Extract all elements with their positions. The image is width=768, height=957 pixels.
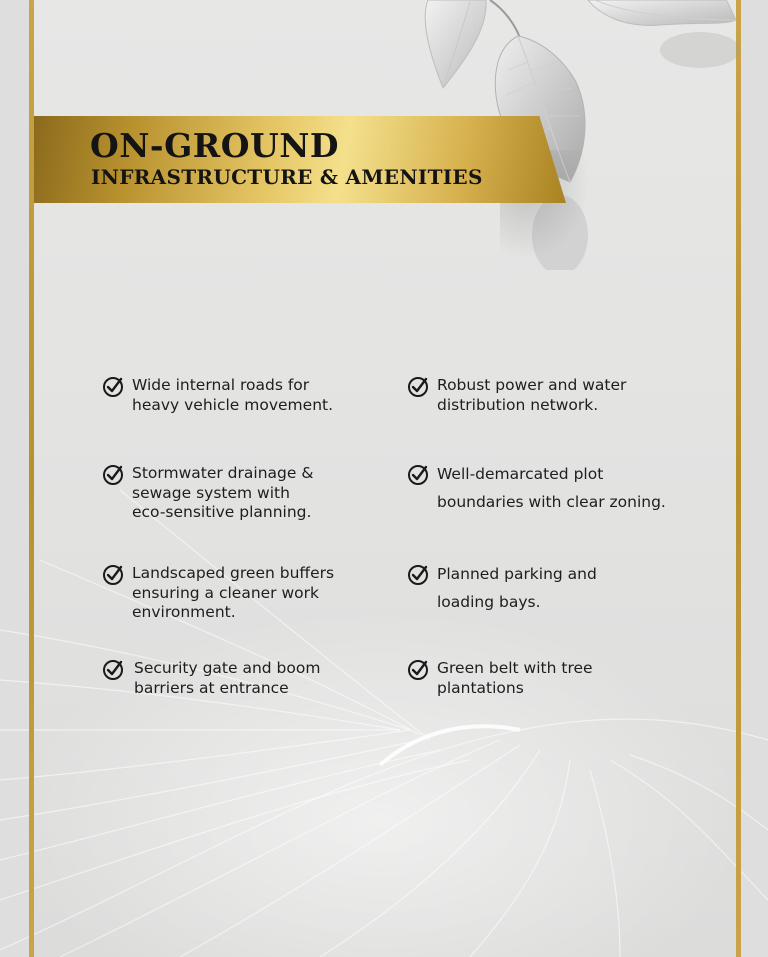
list-item [102,376,333,415]
check-circle-icon [407,564,429,586]
list-item [407,464,666,516]
check-circle-icon [102,464,124,486]
check-circle-icon [102,564,124,586]
feature-text: Green belt with tree plantations [437,659,593,697]
list-item [407,659,593,698]
list-item [407,376,626,415]
list-item [102,564,334,623]
list-item [102,464,313,523]
check-circle-icon [407,376,429,398]
check-circle-icon [102,376,124,398]
feature-text: Security gate and boom barriers at entrance [134,659,321,697]
page-subtitle: INFRASTRUCTURE & AMENITIES [91,165,483,189]
list-item [407,564,597,616]
check-circle-icon [407,464,429,486]
check-circle-icon [102,659,124,681]
feature-text: Landscaped green buffers ensuring a cleaner work environment. [132,564,335,621]
feature-text: Wide internal roads for heavy vehicle movement. [132,376,334,414]
check-circle-icon [407,659,429,681]
feature-text: Planned parking and loading bays. [437,565,597,611]
list-item [102,659,320,698]
feature-text: Well-demarcated plot boundaries with clear zoning. [437,465,666,511]
page-title: ON-GROUND [90,126,340,165]
gold-frame-left [29,0,34,957]
feature-text: Robust power and water distribution network. [437,376,627,414]
feature-text: Stormwater drainage & sewage system with eco-sensitive planning. [132,464,314,521]
